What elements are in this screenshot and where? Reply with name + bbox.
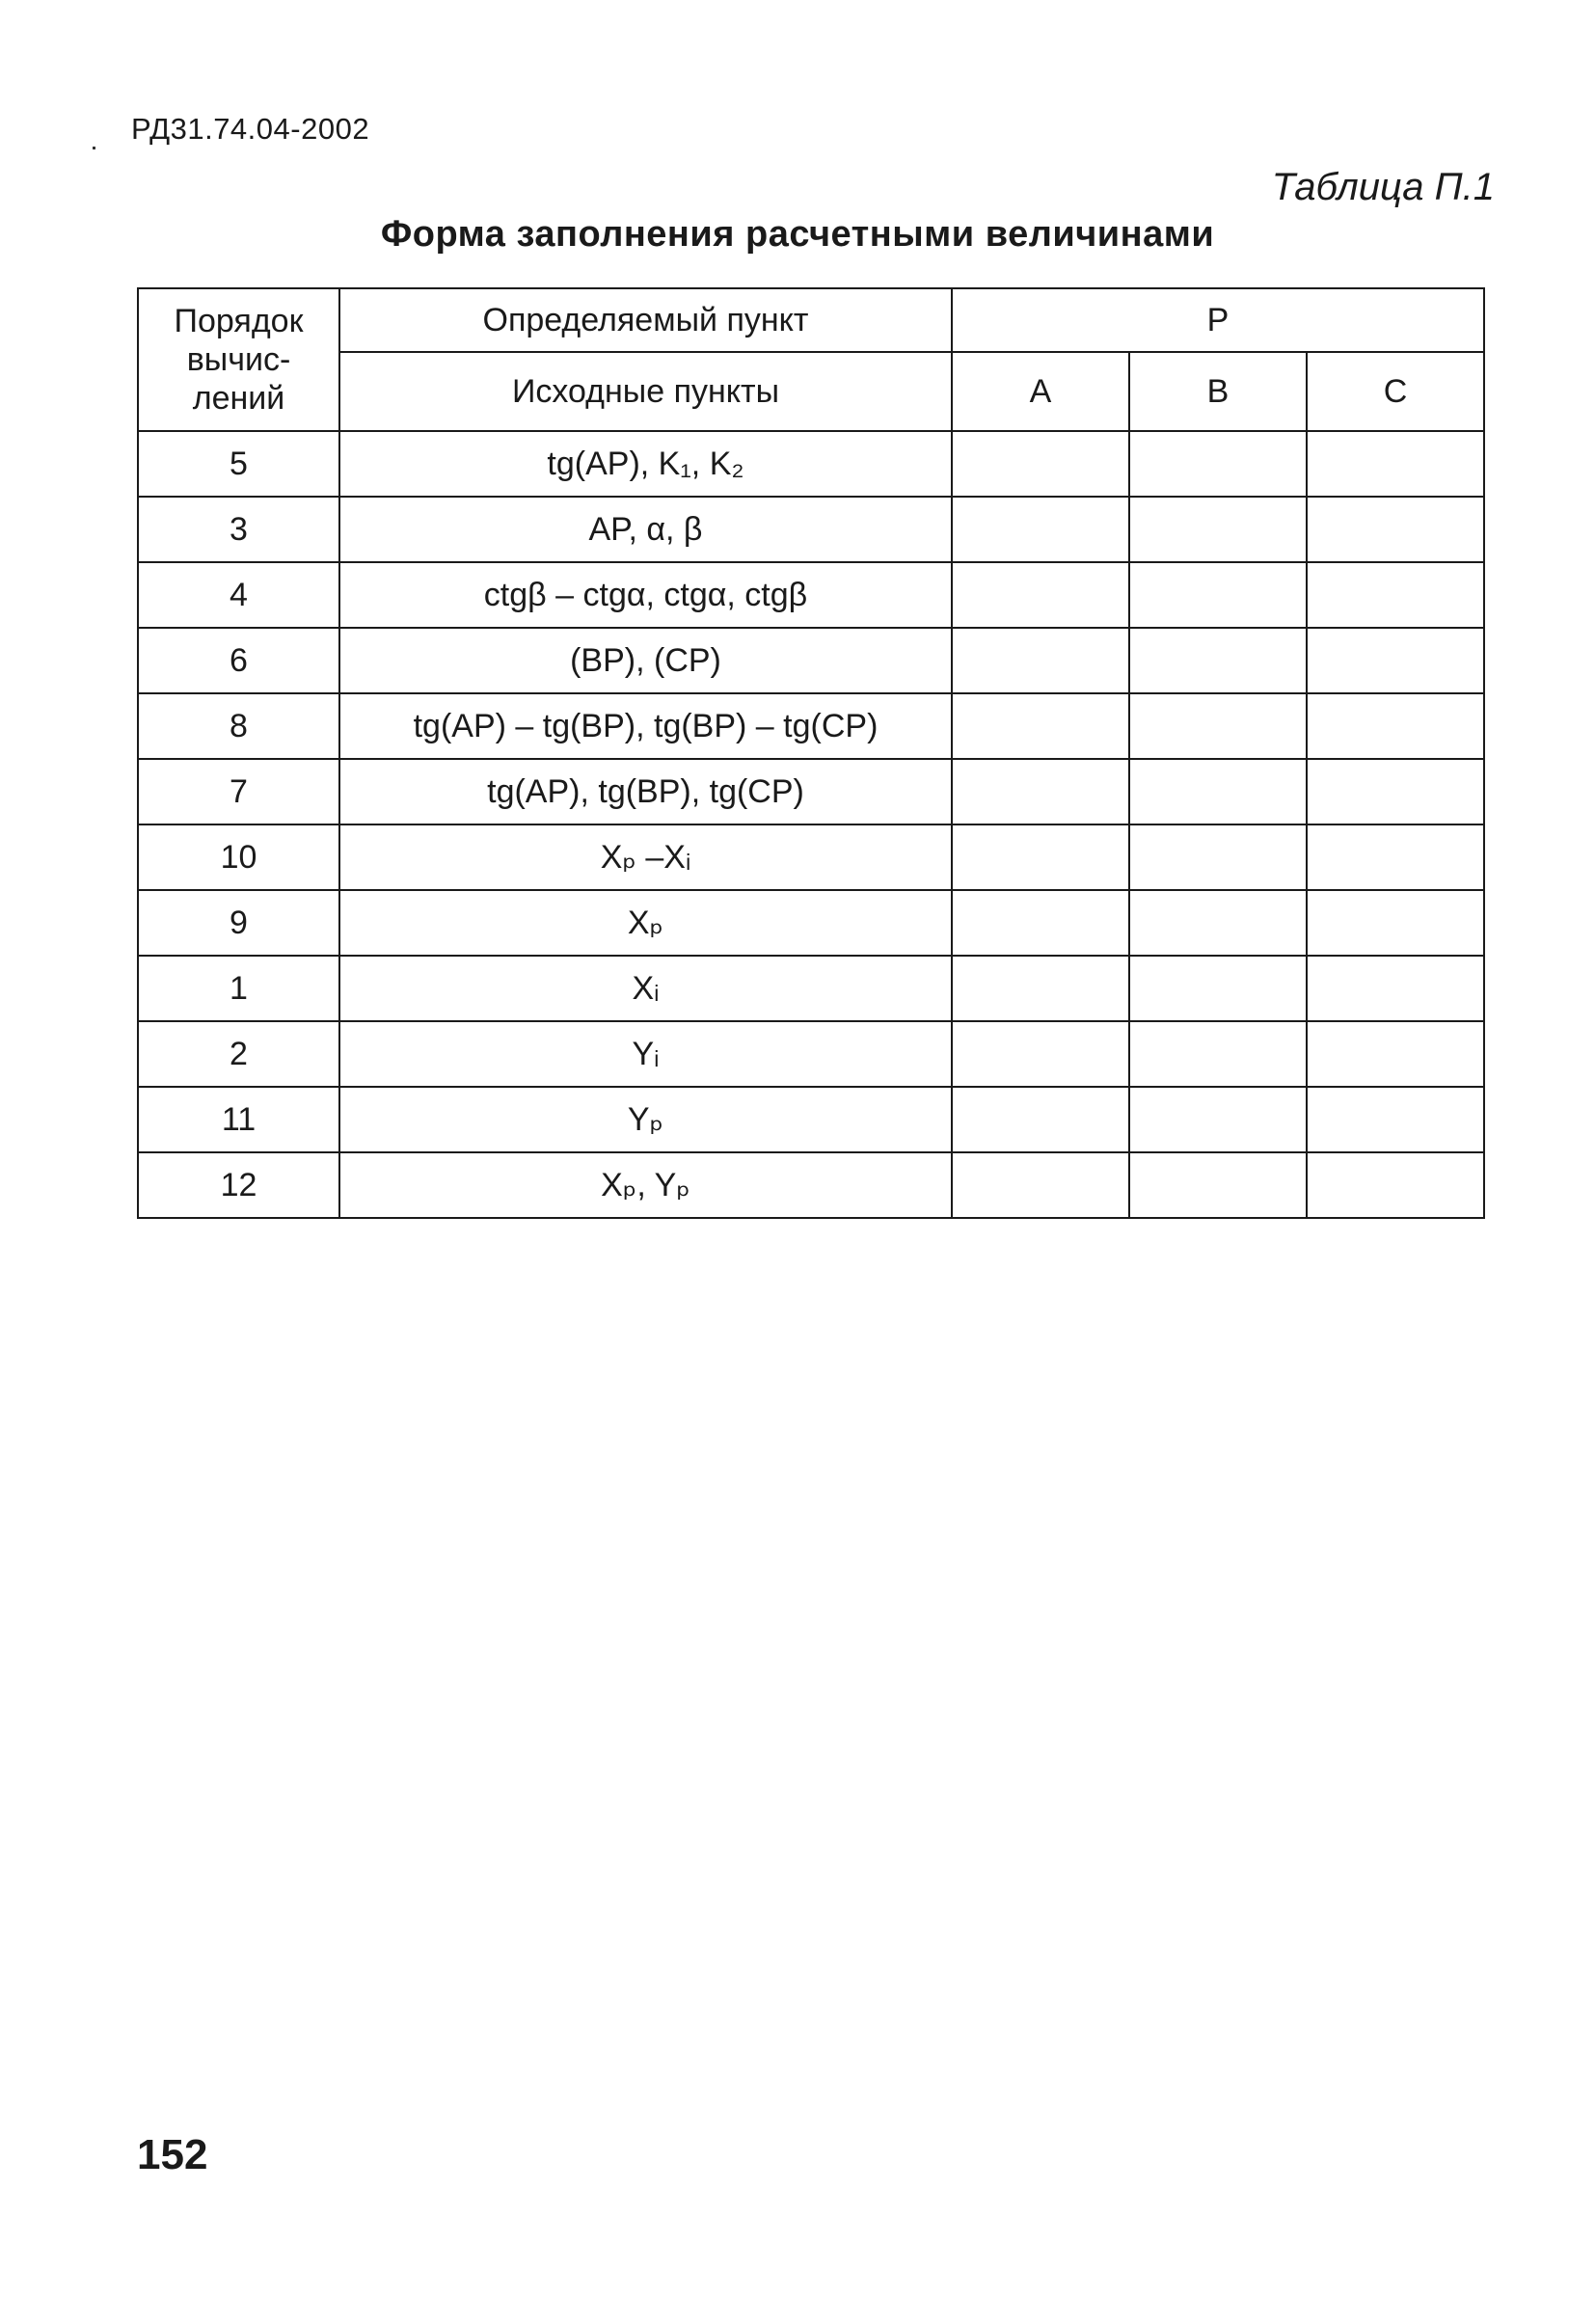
- value-cell-c: [1307, 1087, 1484, 1152]
- order-cell: 10: [138, 824, 339, 890]
- table-row: [138, 1152, 1484, 1218]
- value-cell-b: [1129, 562, 1307, 628]
- order-cell: 3: [138, 497, 339, 562]
- table-row: [138, 890, 1484, 956]
- scan-speck: [93, 147, 95, 149]
- table-row: [138, 628, 1484, 693]
- value-cell-c: [1307, 890, 1484, 956]
- order-cell: 7: [138, 759, 339, 824]
- table-row: [138, 693, 1484, 759]
- value-cell-b: [1129, 759, 1307, 824]
- value-cell-a: [952, 1152, 1129, 1218]
- header-a: А: [952, 352, 1129, 431]
- expression-cell: Yᵢ: [339, 1021, 952, 1087]
- value-cell-c: [1307, 759, 1484, 824]
- value-cell-a: [952, 562, 1129, 628]
- value-cell-b: [1129, 956, 1307, 1021]
- header-source-points: Исходные пункты: [339, 352, 952, 431]
- order-cell: 6: [138, 628, 339, 693]
- order-cell: 8: [138, 693, 339, 759]
- value-cell-c: [1307, 1021, 1484, 1087]
- table-row: [138, 431, 1484, 497]
- value-cell-c: [1307, 431, 1484, 497]
- table-row: [138, 497, 1484, 562]
- value-cell-c: [1307, 628, 1484, 693]
- expression-cell: Xₚ, Yₚ: [339, 1152, 952, 1218]
- header-p: Р: [952, 288, 1484, 352]
- value-cell-b: [1129, 824, 1307, 890]
- expression-cell: Xₚ –Xᵢ: [339, 824, 952, 890]
- order-cell: 4: [138, 562, 339, 628]
- value-cell-b: [1129, 497, 1307, 562]
- table-row: [138, 562, 1484, 628]
- header-order: [138, 288, 339, 431]
- value-cell-b: [1129, 431, 1307, 497]
- value-cell-b: [1129, 1021, 1307, 1087]
- value-cell-b: [1129, 628, 1307, 693]
- value-cell-c: [1307, 956, 1484, 1021]
- header-b: В: [1129, 352, 1307, 431]
- value-cell-a: [952, 1021, 1129, 1087]
- value-cell-a: [952, 759, 1129, 824]
- order-cell: 11: [138, 1087, 339, 1152]
- expression-cell: AP, α, β: [339, 497, 952, 562]
- value-cell-c: [1307, 824, 1484, 890]
- page-number: 152: [137, 2131, 208, 2178]
- table-title: Форма заполнения расчетными величинами: [380, 214, 1215, 255]
- table-row: [138, 824, 1484, 890]
- value-cell-a: [952, 431, 1129, 497]
- table-row: [138, 1087, 1484, 1152]
- value-cell-a: [952, 497, 1129, 562]
- expression-cell: Xᵢ: [339, 956, 952, 1021]
- value-cell-b: [1129, 693, 1307, 759]
- value-cell-a: [952, 693, 1129, 759]
- value-cell-b: [1129, 890, 1307, 956]
- value-cell-c: [1307, 693, 1484, 759]
- header-determined-point: Определяемый пункт: [339, 288, 952, 352]
- value-cell-a: [952, 824, 1129, 890]
- order-cell: 5: [138, 431, 339, 497]
- calculation-table: [137, 287, 1485, 1219]
- table-row: [138, 1021, 1484, 1087]
- value-cell-b: [1129, 1087, 1307, 1152]
- expression-cell: tg(AP), tg(BP), tg(CP): [339, 759, 952, 824]
- expression-cell: Xₚ: [339, 890, 952, 956]
- value-cell-c: [1307, 562, 1484, 628]
- expression-cell: Yₚ: [339, 1087, 952, 1152]
- expression-cell: tg(AP), K₁, K₂: [339, 431, 952, 497]
- header-order-label: Порядок вычис- лений: [174, 302, 304, 418]
- expression-cell: (BP), (CP): [339, 628, 952, 693]
- table-label: Таблица П.1: [1271, 166, 1495, 208]
- value-cell-c: [1307, 1152, 1484, 1218]
- order-cell: 9: [138, 890, 339, 956]
- value-cell-a: [952, 1087, 1129, 1152]
- header-c: С: [1307, 352, 1484, 431]
- order-cell: 12: [138, 1152, 339, 1218]
- order-cell: 2: [138, 1021, 339, 1087]
- table-row: [138, 759, 1484, 824]
- expression-cell: ctgβ – ctgα, ctgα, ctgβ: [339, 562, 952, 628]
- table-body: [138, 431, 1484, 1218]
- document-code: РД31.74.04-2002: [131, 112, 370, 146]
- value-cell-b: [1129, 1152, 1307, 1218]
- expression-cell: tg(AP) – tg(BP), tg(BP) – tg(CP): [339, 693, 952, 759]
- value-cell-a: [952, 628, 1129, 693]
- value-cell-c: [1307, 497, 1484, 562]
- value-cell-a: [952, 890, 1129, 956]
- value-cell-a: [952, 956, 1129, 1021]
- table-row: [138, 956, 1484, 1021]
- order-cell: 1: [138, 956, 339, 1021]
